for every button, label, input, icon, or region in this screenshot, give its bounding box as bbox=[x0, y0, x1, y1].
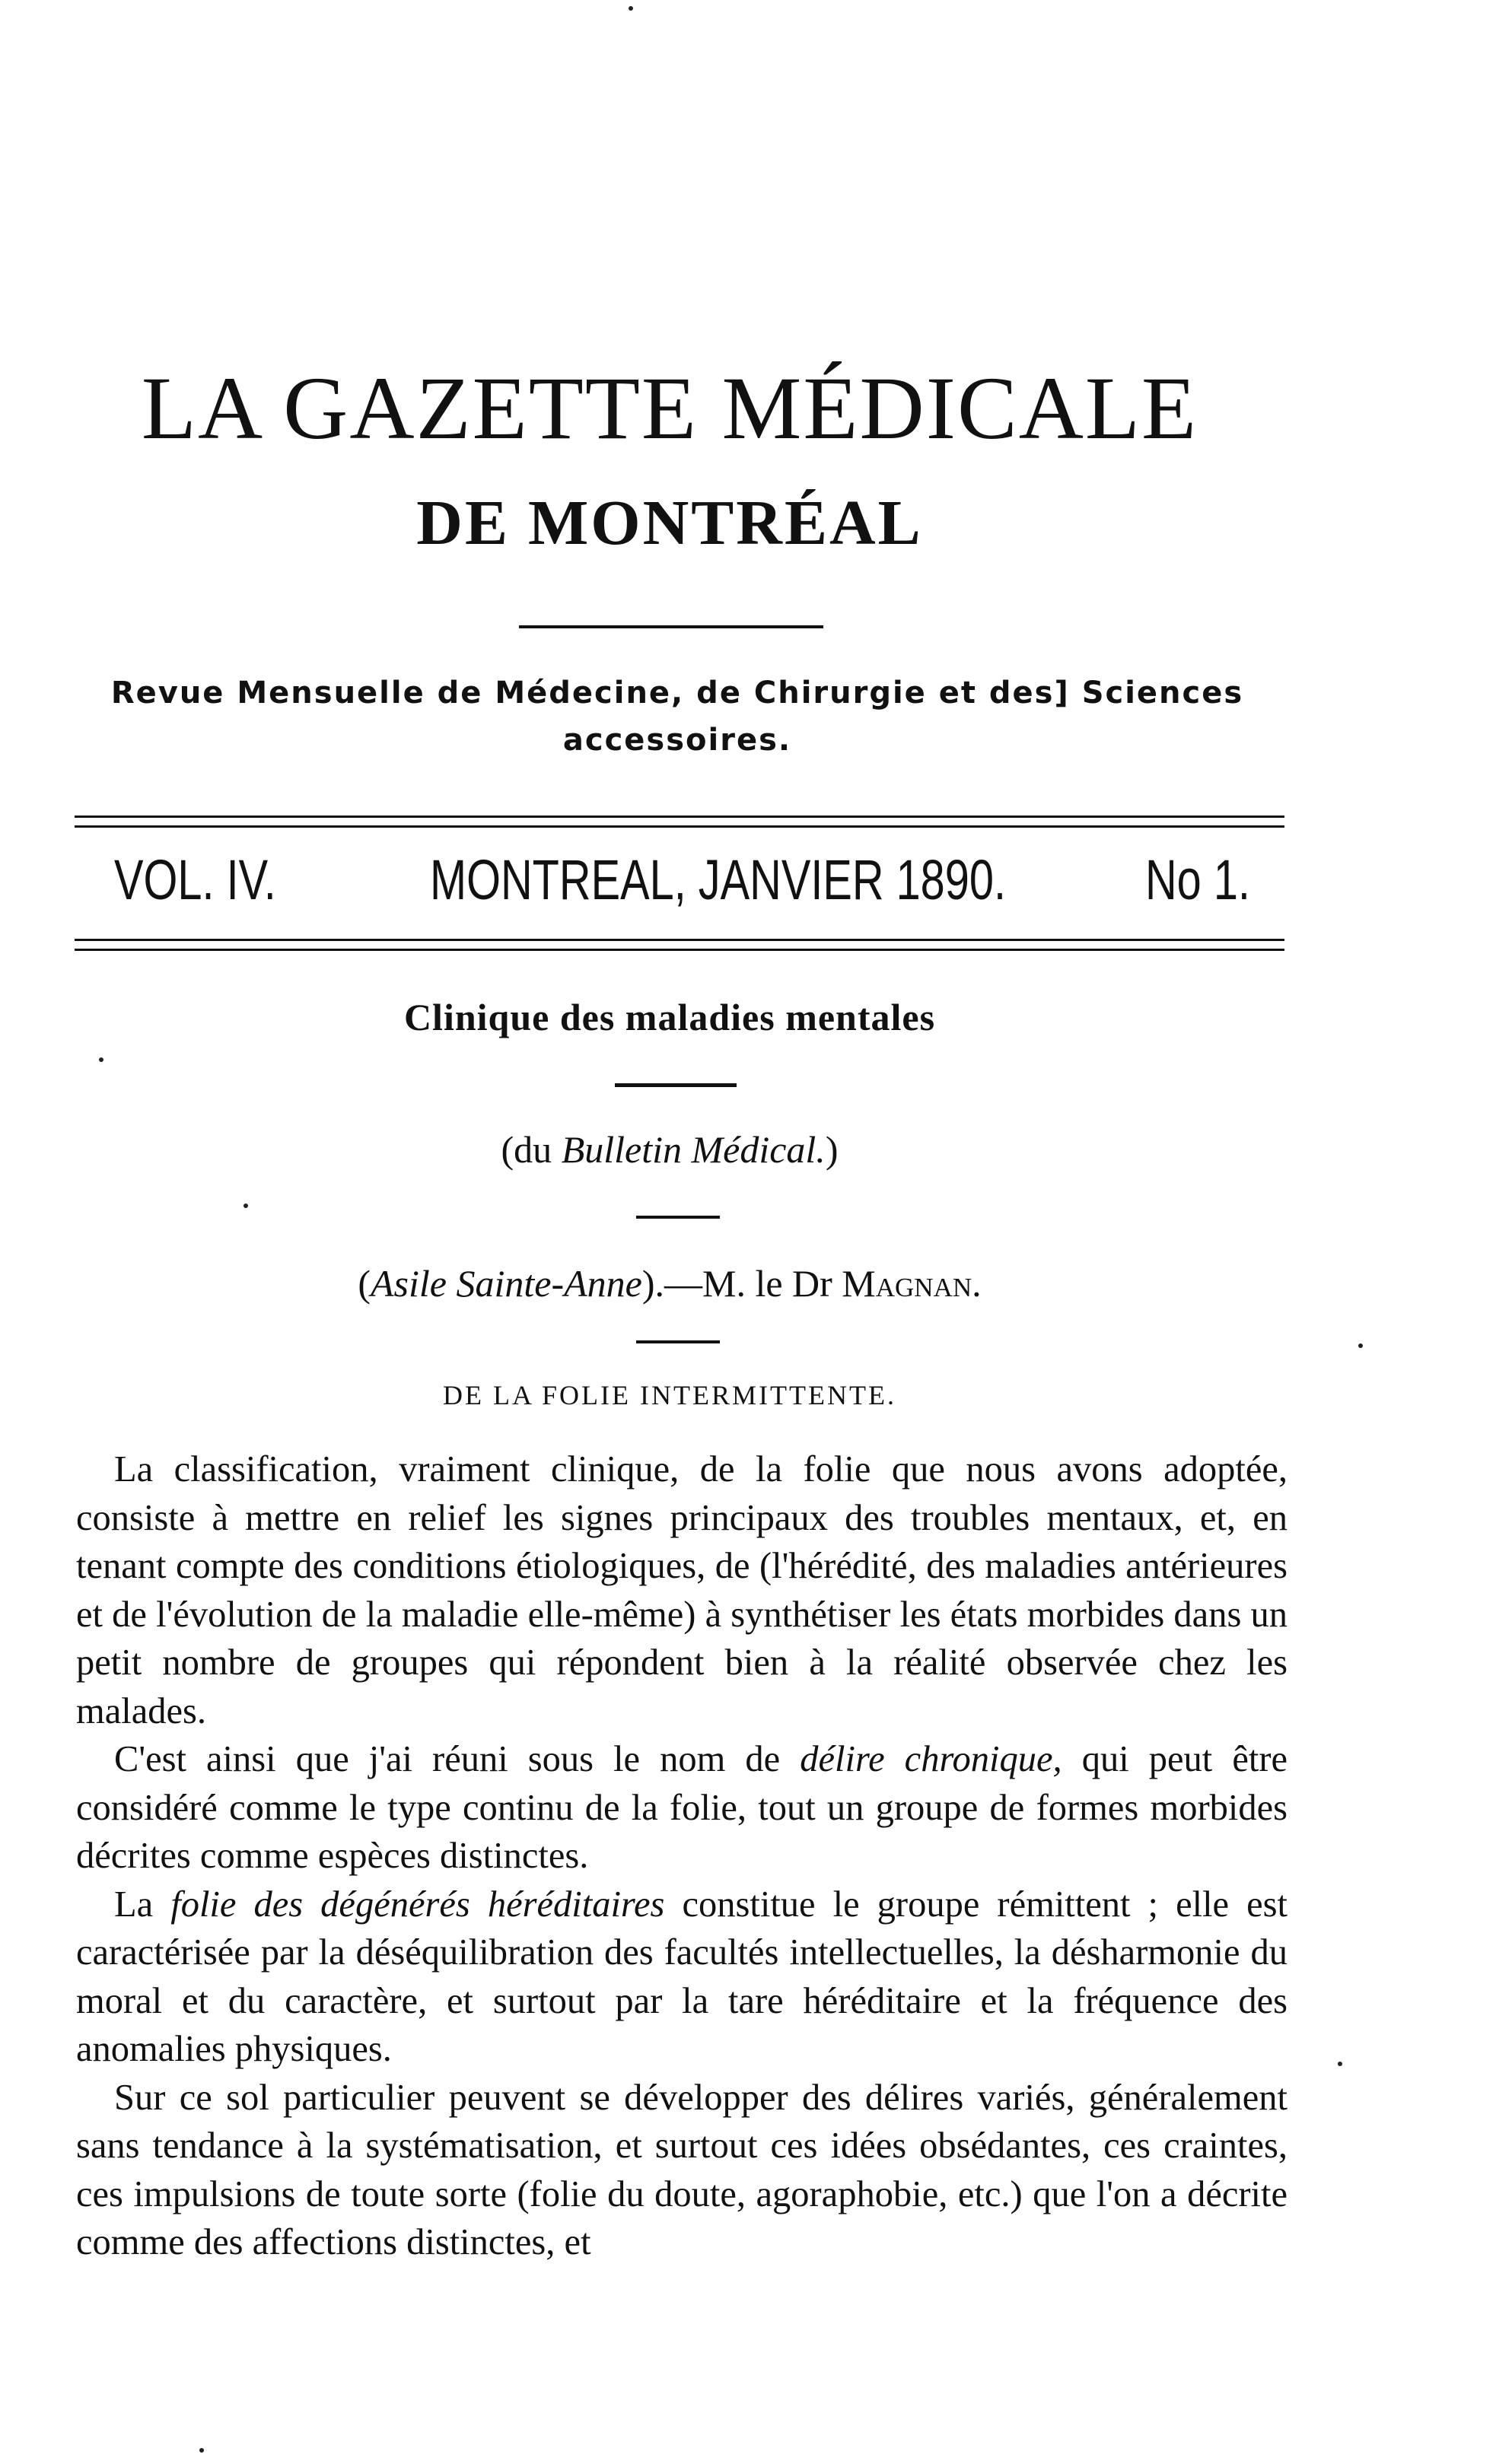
top-double-rule bbox=[75, 816, 1284, 828]
term-folie-degeneres: folie des dégénérés héréditaires bbox=[170, 1884, 665, 1925]
source-title: Bulletin Médical. bbox=[561, 1128, 826, 1171]
journal-subtitle: DE MONTRÉAL bbox=[416, 488, 923, 558]
journal-tagline bbox=[46, 669, 1309, 764]
paragraph-1: La classification, vraiment clinique, de la folie que nous avons adoptée, consiste à mettre en relief les signes principaux des troubles mentaux, et, en tenant compte des conditions étiologiques, de (l'hérédité, des maladies antérieures et de l'évolution de la maladie elle-même) à synthétiser les états morbides dans un petit nombre de groupes qui répondent bien à la réalité observée chez les malades. bbox=[76, 1449, 1288, 1731]
paragraph-2: C'est ainsi que j'ai réuni sous le nom de délire chronique, qui peut être considéré comme le type continu de la folie, tout un groupe de formes morbides décrites comme espèces distinctes. bbox=[76, 1739, 1288, 1876]
volume-label: VOL. IV. bbox=[114, 848, 276, 911]
scan-speck bbox=[1358, 1343, 1363, 1348]
paragraph-3: La folie des dégénérés héréditaires constitue le groupe rémittent ; elle est caractérisée par la déséquilibration des facultés intellectuelles, la désharmonie du moral et du caractère, et surtout par la tare héréditaire et la fréquence des anomalies physiques. bbox=[76, 1884, 1288, 2069]
term-delire-chronique: délire chronique, bbox=[800, 1739, 1062, 1779]
article-source: (du Bulletin Médical.) bbox=[501, 1128, 839, 1171]
heading-divider-3 bbox=[636, 1340, 720, 1343]
masthead-divider bbox=[519, 625, 823, 628]
tagline-line-2: accessoires. bbox=[562, 723, 792, 758]
paragraph-4: Sur ce sol particulier peuvent se développer des délires variés, généralement sans tendance à la systématisation, et surtout ces idées obsédantes, ces craintes, ces impulsions de toute sorte (folie du doute, agoraphobie, etc.) que l'on a décrite comme des affections distinctes, et bbox=[76, 2077, 1288, 2262]
article-byline: (Asile Sainte-Anne).—M. le Dr Magnan. bbox=[358, 1262, 982, 1305]
scan-speck bbox=[629, 6, 633, 11]
bottom-double-rule bbox=[75, 939, 1284, 951]
heading-divider-1 bbox=[615, 1083, 737, 1087]
section-heading: DE LA FOLIE INTERMITTENTE. bbox=[443, 1380, 896, 1410]
byline-author: Magnan. bbox=[842, 1262, 982, 1305]
scan-speck bbox=[99, 1057, 103, 1062]
scan-speck bbox=[243, 1203, 248, 1208]
scan-speck bbox=[1338, 2062, 1342, 2066]
journal-title: LA GAZETTE MÉDICALE bbox=[141, 358, 1198, 458]
heading-divider-2 bbox=[636, 1216, 720, 1219]
issue-place-date: MONTREAL, JANVIER 1890. bbox=[430, 848, 1007, 911]
article-title: Clinique des maladies mentales bbox=[403, 996, 936, 1038]
issue-number: No 1. bbox=[1145, 848, 1250, 911]
article-body bbox=[76, 1445, 1288, 2267]
byline-location: Asile Sainte-Anne bbox=[371, 1262, 642, 1305]
tagline-line-1: Revue Mensuelle de Médecine, de Chirurgie et des] Sciences bbox=[110, 676, 1244, 711]
scan-speck bbox=[199, 2448, 204, 2453]
